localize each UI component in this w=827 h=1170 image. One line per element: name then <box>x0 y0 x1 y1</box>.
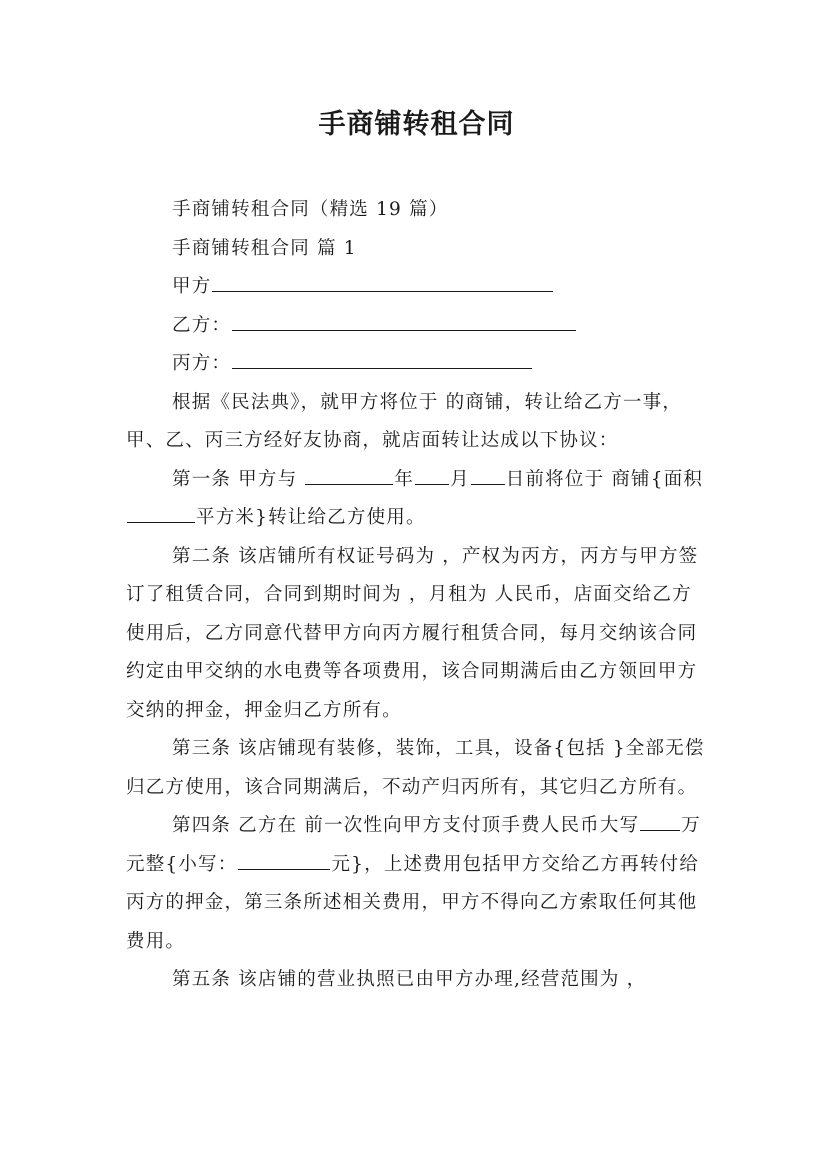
party-c-line <box>126 345 707 384</box>
article-1-area-blank <box>127 504 195 523</box>
article-4-lowercase-blank <box>238 851 330 870</box>
party-b-line <box>126 307 707 346</box>
article-1-month-blank <box>415 466 449 485</box>
party-c-label: 丙方： <box>172 353 232 374</box>
article-4-part3: 元}，上述费用包括甲方交给乙方再转付给丙方的押金，第三条所述相关费用，甲方不得向乙方索取任何其他费用。 <box>126 853 700 952</box>
article-3-paragraph: 第三条 该店铺现有装修，装饰，工具，设备{包括 }全部无偿归乙方使用，该合同期满后，不动产归丙所有，其它归乙方所有。 <box>126 738 705 798</box>
party-b-label: 乙方： <box>172 314 232 336</box>
article-5-paragraph: 第五条 该店铺的营业执照已由甲方办理,经营范围为 ， <box>172 969 647 990</box>
article-4-capital-blank <box>640 812 680 831</box>
article-4-part1: 第四条 乙方在 前一次性向甲方支付顶手费人民币大写 <box>172 815 640 836</box>
article-1-part1: 第一条 甲方与 <box>172 468 305 490</box>
party-a-label: 甲方 <box>172 276 212 297</box>
article-1-day-blank <box>471 466 505 485</box>
article-1-year-blank <box>305 466 393 485</box>
document-subtitle: 手商铺转租合同（精选 19 篇） <box>172 199 449 220</box>
article-1-area-prefix: {面积 <box>650 468 704 490</box>
party-c-blank <box>232 350 532 369</box>
party-b-blank <box>232 312 576 331</box>
article-1-paragraph <box>126 461 707 538</box>
article-1-day-text: 日前将位于 商铺 <box>505 468 651 490</box>
article-1-year: 年 <box>394 468 415 490</box>
party-a-line <box>126 268 707 307</box>
preamble-paragraph: 根据《民法典》，就甲方将位于 的商铺，转让给乙方一事，甲、乙、丙三方经好友协商，就店面转让达成以下协议： <box>126 391 683 451</box>
section-heading: 手商铺转租合同 篇 1 <box>172 237 357 259</box>
article-1-area-suffix: 平方米}转让给乙方使用。 <box>196 507 426 528</box>
document-body <box>126 191 707 1000</box>
document-title: 手商铺转租合同 <box>318 109 515 140</box>
article-1-month: 月 <box>450 468 470 490</box>
article-4-paragraph <box>126 807 707 961</box>
party-a-blank <box>212 273 553 292</box>
article-4-part2: 万元整{小写： <box>126 815 701 875</box>
article-2-paragraph: 第二条 该店铺所有权证号码为 ，产权为丙方，丙方与甲方签订了租赁合同，合同到期时间为 ，月租为 人民币，店面交给乙方使用后，乙方同意代替甲方向丙方履行租赁合同，每月交纳该合同约定由甲交纳的水电费等各项费用，该合同期满后由乙方领回甲方交纳的押金，押金归乙方所有。 <box>126 545 699 721</box>
